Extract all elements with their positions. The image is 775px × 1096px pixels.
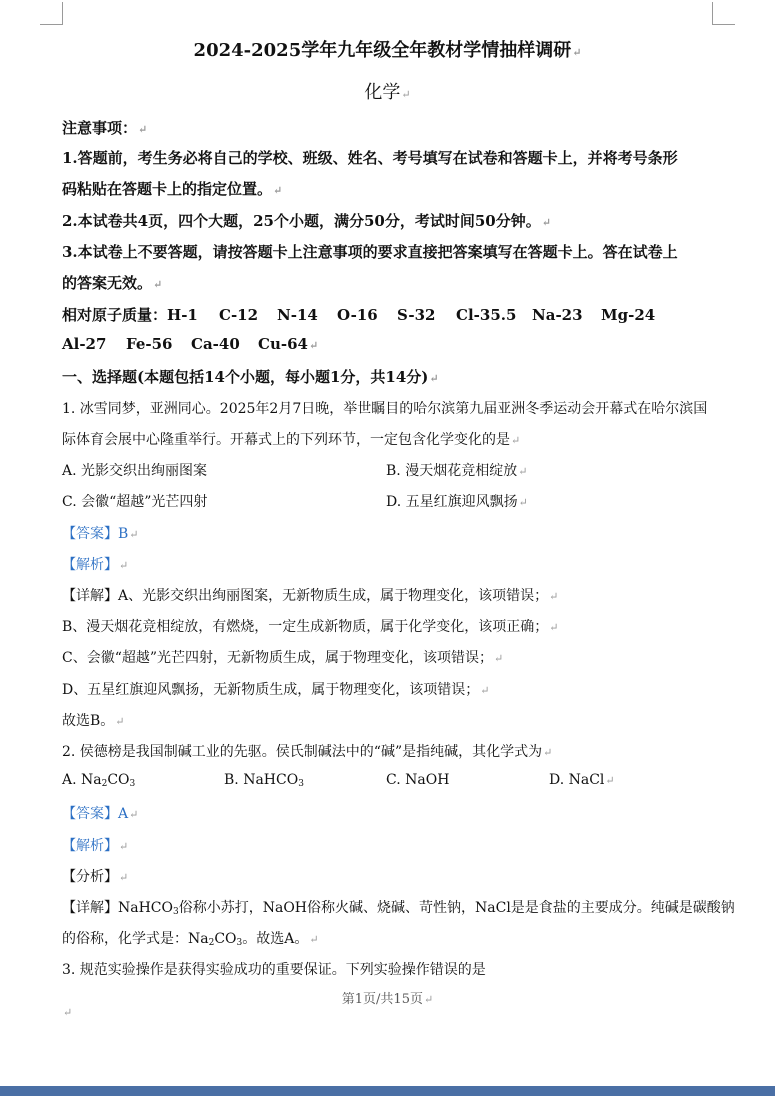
q2-option-c: C. NaOH xyxy=(386,772,450,788)
atomic-masses-label: 相对原子质量： xyxy=(62,306,168,324)
section-1-heading: 一、选择题(本题包括14个小题，每小题1分，共14分)↵ xyxy=(62,368,439,386)
q1-conclusion: 故选B。↵ xyxy=(62,713,125,729)
q1-detail-line-4: D、五星红旗迎风飘扬，无新物质生成，属于物理变化，该项错误；↵ xyxy=(62,682,490,698)
q1-stem-line-2: 际体育会展中心隆重举行。开幕式上的下列环节，一定包含化学变化的是↵ xyxy=(62,432,521,448)
notice-3-line-1: 3.本试卷上不要答题，请按答题卡上注意事项的要求直接把答案填写在答题卡上。答在试卷上 xyxy=(62,243,678,261)
q1-option-a: A. 光影交织出绚丽图案 xyxy=(62,463,208,479)
mass-item: C-12 xyxy=(219,306,259,324)
doc-title: 2024-2025学年九年级全年教材学情抽样调研↵ xyxy=(193,40,582,61)
trailing-paragraph-mark: ↵ xyxy=(63,1006,73,1019)
q1-option-b: B. 漫天烟花竞相绽放↵ xyxy=(386,463,528,479)
q1-detail-line-3: C、会徽“超越”光芒四射，无新物质生成，属于物理变化，该项错误；↵ xyxy=(62,650,504,666)
q2-option-b: B. NaHCO$_3$ xyxy=(224,772,304,789)
mass-item: Cu-64 xyxy=(258,335,308,353)
atomic-masses-row-1 xyxy=(62,304,655,325)
q1-analysis: 【解析】↵ xyxy=(62,557,129,573)
q2-fenxi: 【分析】↵ xyxy=(62,869,129,885)
q1-stem-line-1: 1. 冰雪同梦，亚洲同心。2025年2月7日晚，举世瞩目的哈尔滨第九届亚洲冬季运动会开幕式在哈尔滨国 xyxy=(62,401,708,417)
mass-item: Fe-56 xyxy=(126,335,173,353)
page-corner-mark-right xyxy=(712,2,735,25)
mass-item: Mg-24 xyxy=(601,306,656,324)
q2-analysis: 【解析】↵ xyxy=(62,838,129,854)
notice-1-line-1: 1.答题前，考生务必将自己的学校、班级、姓名、考号填写在试卷和答题卡上，并将考号条形 xyxy=(62,149,678,167)
atomic-masses-row-2: Al-27 Fe-56 Ca-40 Cu-64↵ xyxy=(62,335,319,353)
mass-item: S-32 xyxy=(397,306,436,324)
mass-item: Al-27 xyxy=(62,335,107,353)
q1-detail-line-1: 【详解】A、光影交织出绚丽图案，无新物质生成，属于物理变化，该项错误；↵ xyxy=(62,588,559,604)
mass-item: Na-23 xyxy=(532,306,583,324)
q1-option-d: D. 五星红旗迎风飘扬↵ xyxy=(386,494,528,510)
q1-detail-line-2: B、漫天烟花竞相绽放，有燃烧，一定生成新物质，属于化学变化，该项正确；↵ xyxy=(62,619,559,635)
q1-option-c: C. 会徽“超越”光芒四射 xyxy=(62,494,208,510)
mass-item: Cl-35.5 xyxy=(456,306,517,324)
q2-stem: 2. 侯德榜是我国制碱工业的先驱。侯氏制碱法中的“碱”是指纯碱，其化学式为↵ xyxy=(62,744,553,760)
q3-stem: 3. 规范实验操作是获得实验成功的重要保证。下列实验操作错误的是 xyxy=(62,962,486,978)
mass-item: O-16 xyxy=(337,306,378,324)
q2-detail-line-2: 的俗称，化学式是：$Na_2CO_3$。故选A。↵ xyxy=(62,931,319,948)
q2-answer: 【答案】A↵ xyxy=(62,806,139,822)
mass-item: Ca-40 xyxy=(191,335,240,353)
notice-2: 2.本试卷共4页，四个大题，25个小题，满分50分，考试时间50分钟。↵ xyxy=(62,212,551,230)
doc-subject: 化学↵ xyxy=(364,82,411,103)
notice-heading: 注意事项：↵ xyxy=(62,119,148,137)
mass-item: H-1 xyxy=(167,306,198,324)
q1-answer: 【答案】B↵ xyxy=(62,526,139,542)
q2-option-d: D. NaCl↵ xyxy=(549,772,615,788)
notice-3-line-2: 的答案无效。↵ xyxy=(62,274,163,292)
window-bottom-bar xyxy=(0,1086,775,1096)
q2-option-a: A. $Na_2CO_3$ xyxy=(62,772,136,789)
q2-detail-line-1: 【详解】NaHCO$_3$俗称小苏打，NaOH俗称火碱、烧碱、苛性钠，NaCl是是食盐的主要成分。纯碱是碳酸钠 xyxy=(62,900,735,917)
mass-item: N-14 xyxy=(277,306,318,324)
notice-1-line-2: 码粘贴在答题卡上的指定位置。↵ xyxy=(62,180,283,198)
page-footer: 第1页/共15页↵ xyxy=(341,992,434,1007)
page-corner-mark-left xyxy=(40,2,63,25)
